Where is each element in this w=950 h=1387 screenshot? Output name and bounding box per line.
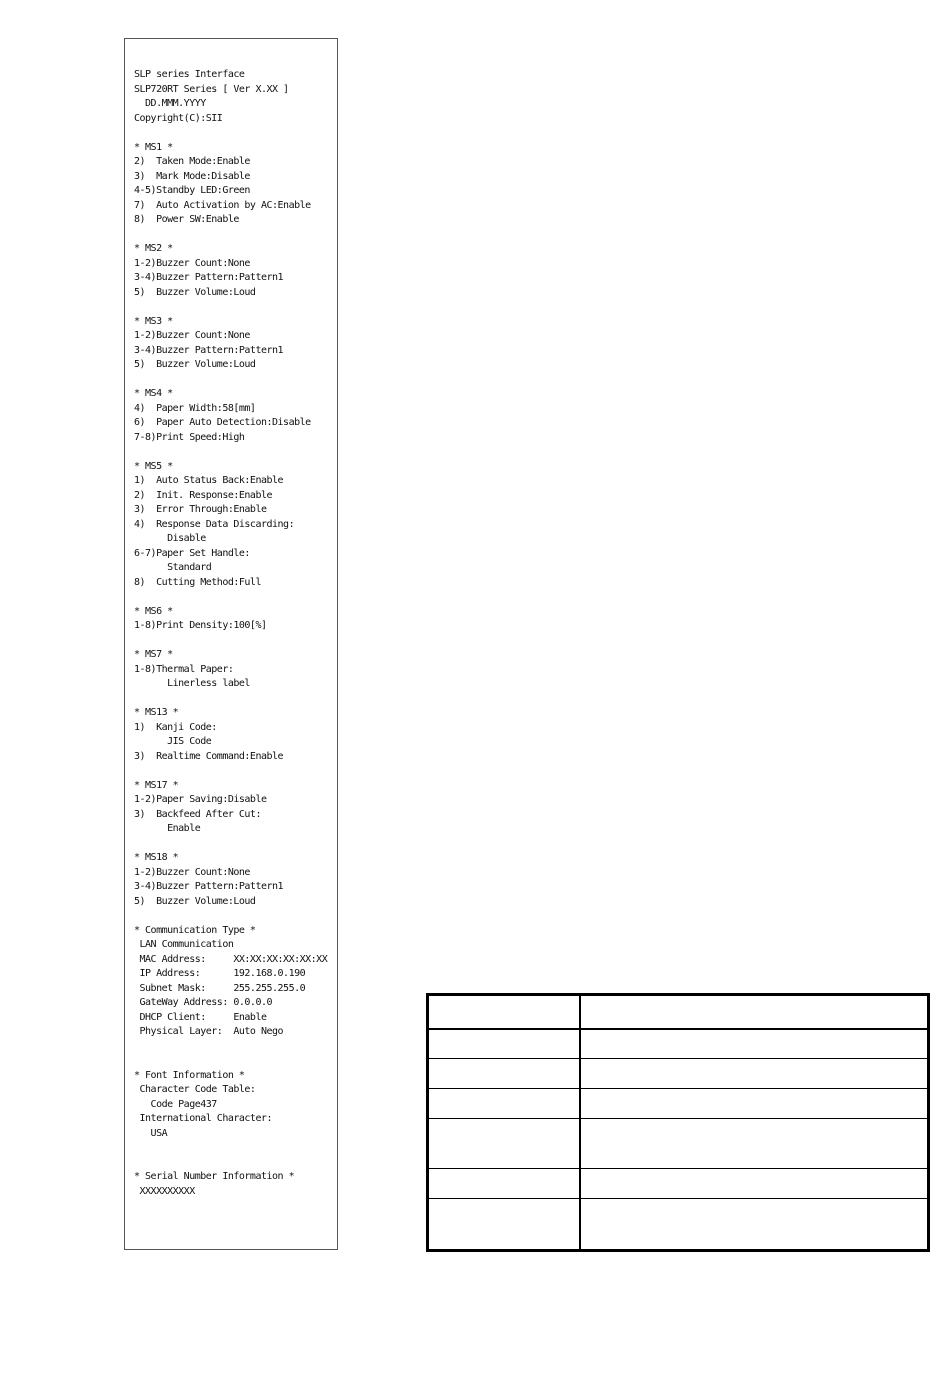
receipt-line: Subnet Mask: 255.255.255.0 [134,982,306,994]
receipt-line: 1) Kanji Code: [134,721,217,733]
receipt-line [134,1141,327,1156]
receipt-line [134,909,327,924]
receipt-line: MAC Address: XX:XX:XX:XX:XX:XX [134,953,328,965]
receipt-line [134,590,327,605]
receipt-line: 5) Buzzer Volume:Loud [134,286,256,298]
receipt-line: 1) Auto Status Back:Enable [134,475,284,486]
receipt-line: * Communication Type * [134,924,256,936]
receipt-line: SLP series Interface [134,69,245,80]
receipt-line: Enable [134,823,201,834]
table-cell [580,1169,929,1199]
receipt-line: * MS13 * [134,707,179,718]
receipt-line: 5) Buzzer Volume:Loud [134,895,256,907]
table-cell [428,1029,581,1059]
receipt-line: 3-4)Buzzer Pattern:Pattern1 [134,344,284,356]
receipt-line: 7) Auto Activation by AC:Enable [134,199,311,211]
receipt-line [134,1040,327,1055]
receipt-line: * Serial Number Information * [134,1171,295,1182]
receipt-line: USA [134,1127,168,1139]
receipt-line: * MS2 * [134,243,173,254]
table-row [428,995,929,1029]
receipt-line: DD.MMM.YYYY [134,98,206,109]
receipt-line: IP Address: 192.168.0.190 [134,968,306,979]
receipt-line: SLP720RT Series [ Ver X.XX ] [134,83,289,95]
receipt-line: 5) Buzzer Volume:Loud [134,359,256,370]
receipt-line: 1-2)Buzzer Count:None [134,257,250,269]
receipt-line: 4) Response Data Discarding: [134,518,295,530]
receipt-line: Disable [134,533,206,544]
receipt-line: 2) Init. Response:Enable [134,489,273,501]
receipt-line: * MS7 * [134,649,173,660]
table-cell [580,1089,929,1119]
settings-table [426,993,930,1252]
receipt-line: Code Page437 [134,1098,217,1110]
table-row [428,1059,929,1089]
receipt-text [134,68,327,1199]
receipt-line: 3) Backfeed After Cut: [134,808,261,820]
receipt-line: 8) Power SW:Enable [134,214,239,225]
receipt-line: 7-8)Print Speed:High [134,431,245,443]
receipt-line: 3-4)Buzzer Pattern:Pattern1 [134,881,284,892]
receipt-line: * MS5 * [134,460,173,472]
receipt-line: * MS17 * [134,779,179,791]
receipt-line: GateWay Address: 0.0.0.0 [134,997,273,1008]
receipt-line: * MS4 * [134,388,173,399]
table-cell [428,1059,581,1089]
receipt-line: DHCP Client: Enable [134,1011,267,1023]
receipt-line: XXXXXXXXXX [134,1185,195,1197]
table-cell [580,1029,929,1059]
table-row [428,1119,929,1169]
receipt-line: Physical Layer: Auto Nego [134,1026,284,1037]
table-cell [428,995,581,1029]
receipt-line [134,228,327,243]
table-cell [428,1119,581,1169]
receipt-line [134,373,327,388]
table-cell [428,1199,581,1251]
receipt-line: 4) Paper Width:58[mm] [134,402,256,414]
receipt-line: * MS1 * [134,141,173,153]
receipt-line: LAN Communication [134,939,234,950]
table-row [428,1029,929,1059]
receipt-line: Standard [134,562,212,573]
receipt-line: 1-8)Print Density:100[%] [134,620,267,631]
receipt-line [134,692,327,707]
receipt-line: 1-2)Buzzer Count:None [134,330,250,341]
receipt-line [134,126,327,141]
test-print-receipt [124,38,338,1250]
table-cell [428,1089,581,1119]
receipt-line: 1-2)Buzzer Count:None [134,866,250,878]
receipt-line: 3) Mark Mode:Disable [134,170,250,182]
receipt-line: 3) Error Through:Enable [134,504,267,515]
receipt-line: * Font Information * [134,1069,245,1081]
receipt-line: 3-4)Buzzer Pattern:Pattern1 [134,272,284,283]
table-cell [428,1169,581,1199]
receipt-line [134,1054,327,1069]
receipt-line: Linerless label [134,678,250,689]
receipt-line: JIS Code [134,736,212,747]
table-cell [580,995,929,1029]
receipt-line: * MS3 * [134,315,173,327]
table-row [428,1089,929,1119]
receipt-line: 4-5)Standby LED:Green [134,185,250,196]
receipt-line [134,634,327,649]
receipt-line: * MS6 * [134,605,173,617]
receipt-line [134,300,327,315]
receipt-line: 6) Paper Auto Detection:Disable [134,417,311,428]
receipt-line: 8) Cutting Method:Full [134,576,261,588]
receipt-line [134,764,327,779]
table-row [428,1169,929,1199]
receipt-line: 6-7)Paper Set Handle: [134,547,250,559]
receipt-line [134,837,327,852]
table-row [428,1199,929,1251]
receipt-line: 2) Taken Mode:Enable [134,156,250,167]
receipt-line: 3) Realtime Command:Enable [134,750,284,762]
receipt-line: 1-8)Thermal Paper: [134,663,234,675]
receipt-line: Copyright(C):SII [134,112,223,124]
receipt-line [134,1156,327,1171]
receipt-line: 1-2)Paper Saving:Disable [134,794,267,805]
table-cell [580,1119,929,1169]
receipt-line: International Character: [134,1113,273,1124]
table-cell [580,1199,929,1251]
table-cell [580,1059,929,1089]
receipt-line: * MS18 * [134,852,179,863]
receipt-line [134,445,327,460]
receipt-line: Character Code Table: [134,1084,256,1095]
